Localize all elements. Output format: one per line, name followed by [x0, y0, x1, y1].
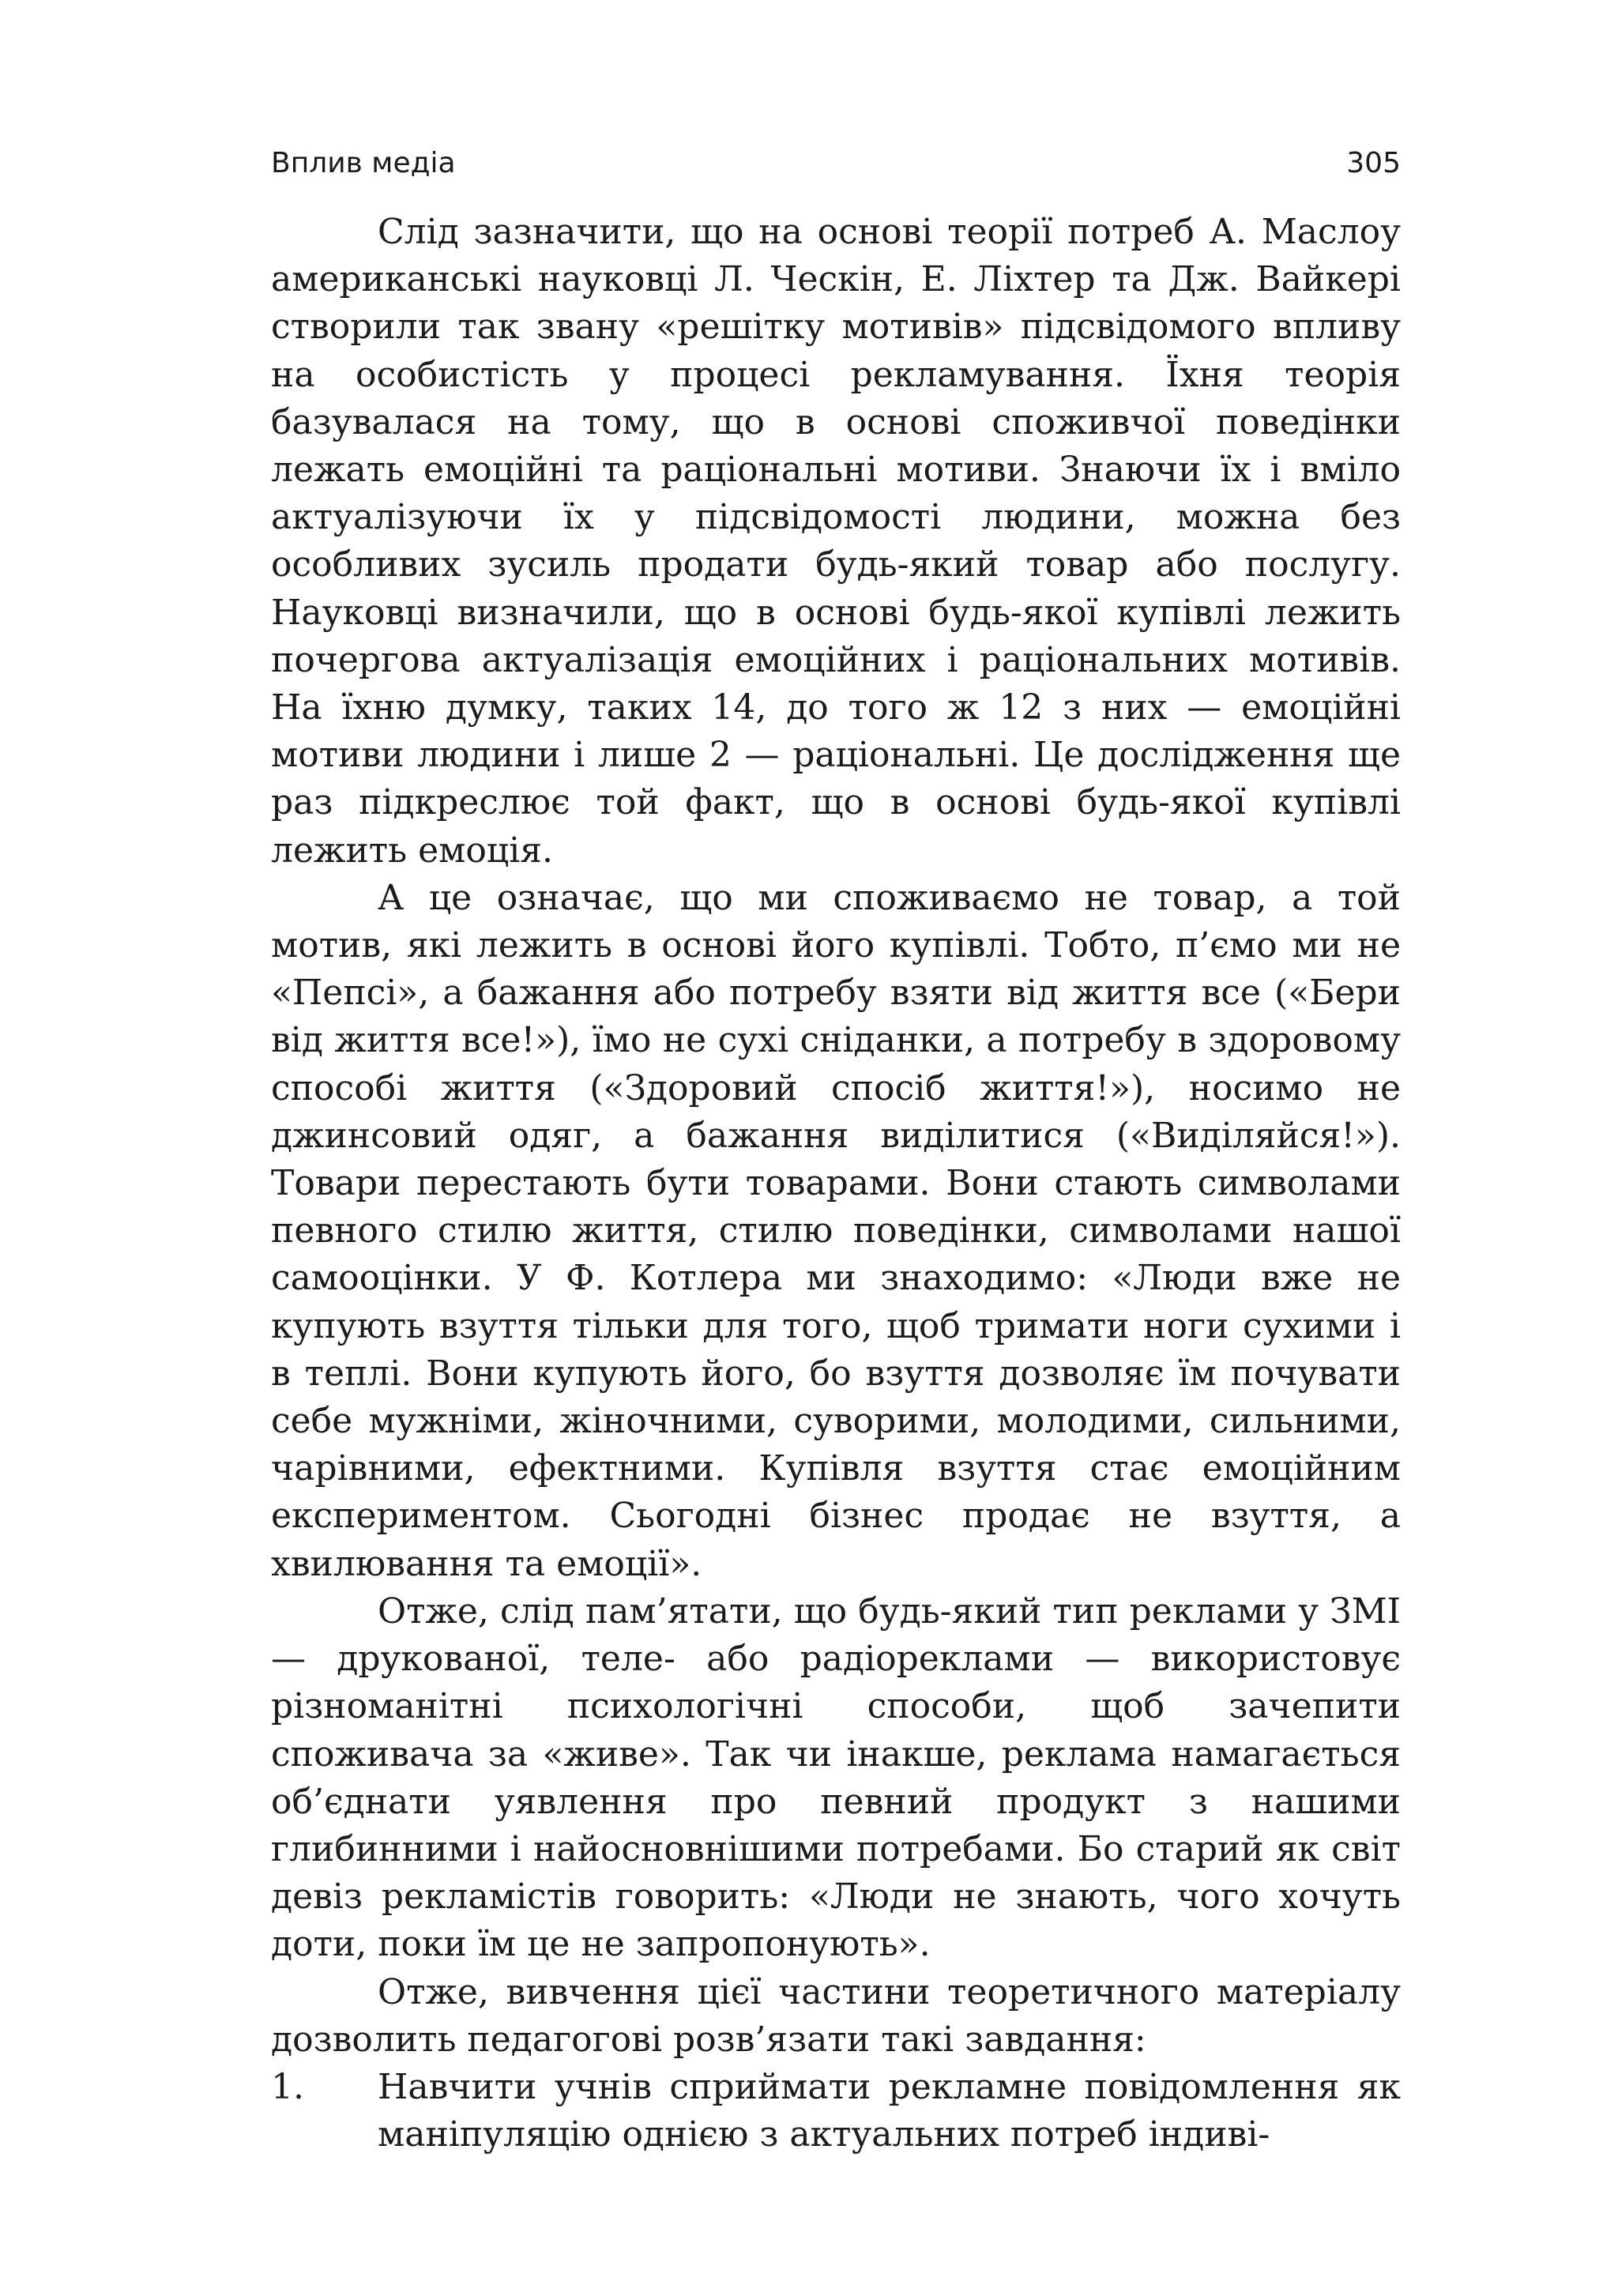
running-header	[271, 147, 1401, 194]
page-number: 305	[1346, 147, 1401, 179]
paragraph: Отже, слід пам’ятати, що будь-який тип реклами у ЗМІ — друкованої, теле- або радіореклами — використовує різноманітні психологічні способи, щоб зачепити споживача за «живе». Так чи інакше, реклама намагається об’єднати уявлення про певний продукт з нашими глибинними і найосновнішими потребами. Бо старий як світ девіз рекламістів говорить: «Люди не знають, чого хочуть доти, поки їм це не запропонують».	[271, 1590, 1401, 1965]
paragraph: А це означає, що ми споживаємо не товар, а той мотив, які лежить в основі його купівлі. Тобто, п’ємо ми не «Пепсі», а бажання або потребу взяти від життя все («Бери від життя все!»), їмо не сухі сніданки, а потребу в здоровому способі життя («Здоровий спосіб життя!»), носимо не джинсовий одяг, а бажання виділитися («Виділяйся!»). Товари перестають бути товарами. Вони стають символами певного стилю життя, стилю поведінки, символами нашої самооцінки. У Ф. Котлера ми знаходимо: «Люди вже не купують взуття тільки для того, щоб тримати ноги сухими і в теплі. Вони купують його, бо взуття дозволяє їм почувати себе мужніми, жіночними, суворими, молодими, сильними, чарівними, ефектними. Купівля взуття стає емоційним експериментом. Сьогодні бізнес продає не взуття, а хвилювання та емоції».	[271, 877, 1401, 1584]
paragraph: Слід зазначити, що на основі теорії потреб А. Маслоу американські науковці Л. Ческін, Е. Ліхтер та Дж. Вайкері створили так звану «решітку мотивів» підсвідомого впливу на особистість у процесі рекламування. Їхня теорія базувалася на тому, що в основі споживчої поведінки лежать емоційні та раціональні мотиви. Знаючи їх і вміло актуалізуючи їх у підсвідомості людини, можна без особливих зусиль продати будь-який товар або послугу. Науковці визначили, що в основі будь-якої купівлі лежить почергова актуалізація емоційних і раціональних мотивів. На їхню думку, таких 14, до того ж 12 з них — емоційні мотиви людини і лише 2 — раціональні. Це дослідження ще раз підкреслює той факт, що в основі будь-якої купівлі лежить емоція.	[271, 212, 1401, 871]
list-marker: 1.	[271, 2066, 304, 2107]
body-text	[271, 209, 1401, 2159]
numbered-list-item	[271, 2064, 1401, 2159]
paragraph: Отже, вивчення цієї частини теоретичного матеріалу дозволить педагогові розв’язати такі завдання:	[271, 1971, 1401, 2060]
list-item-text: Навчити учнів сприймати рекламне повідомлення як маніпуляцію однією з актуальних потреб індиві-	[378, 2066, 1401, 2155]
running-title: Вплив медіа	[271, 147, 456, 179]
